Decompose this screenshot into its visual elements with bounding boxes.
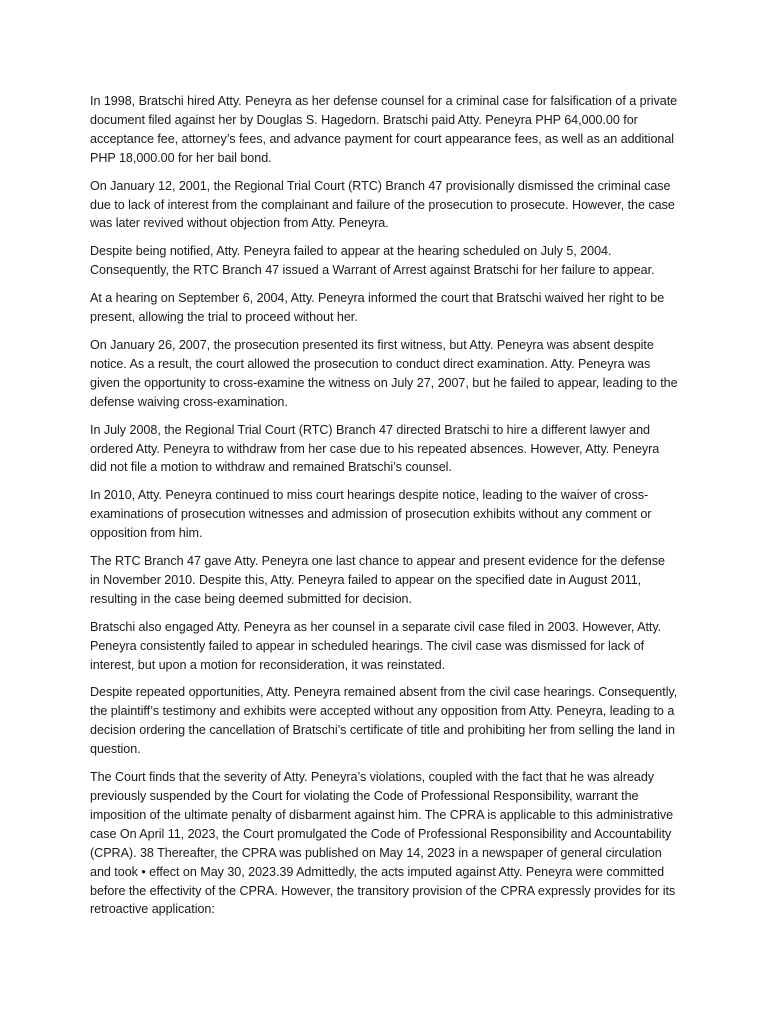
paragraph-1: In 1998, Bratschi hired Atty. Peneyra as her defense counsel for a criminal case for falsification of a private document filed against her by Douglas S. Hagedorn. Bratschi paid Atty. Peneyra PHP 64,000.00 for acceptance fee, attorney’s fees, and advance payment for court appearance fees, as well as an additional PHP 18,000.00 for her bail bond. xyxy=(90,94,678,165)
document-page xyxy=(90,92,678,928)
paragraph-2: On January 12, 2001, the Regional Trial Court (RTC) Branch 47 provisionally dismissed the criminal case due to lack of interest from the complainant and failure of the prosecution to prosecute. However, the case was later revived without objection from Atty. Peneyra. xyxy=(90,178,675,231)
paragraph-3: Despite being notified, Atty. Peneyra failed to appear at the hearing scheduled on July 5, 2004. Consequently, the RTC Branch 47 issued a Warrant of Arrest against Bratschi for her failure to appear. xyxy=(90,244,655,278)
paragraph-10: Despite repeated opportunities, Atty. Peneyra remained absent from the civil case hearings. Consequently, the plaintiff’s testimony and exhibits were accepted without any opposition from Atty. Peneyra, leading to a decision ordering the cancellation of Bratschi’s certificate of title and prohibiting her from selling the land in question. xyxy=(90,685,678,757)
paragraph-8: The RTC Branch 47 gave Atty. Peneyra one last chance to appear and present evidence for the defense in November 2010. Despite this, Atty. Peneyra failed to appear on the specified date in August 2011, resulting in the case being deemed submitted for decision. xyxy=(90,554,665,606)
paragraph-11: The Court finds that the severity of Atty. Peneyra’s violations, coupled with the fact that he was already previously suspended by the Court for violating the Code of Professional Responsibility, warrant the imposition of the ultimate penalty of disbarment against him. The CPRA is applicable to this administrative case On April 11, 2023, the Court promulgated the Code of Professional Responsibility and Accountability (CPRA). 38 Thereafter, the CPRA was published on May 14, 2023 in a newspaper of general circulation and took • effect on May 30, 2023.39 Admittedly, the acts imputed against Atty. Peneyra were committed before the effectivity of the CPRA. However, the transitory provision of the CPRA expressly provides for its retroactive application: xyxy=(90,770,676,917)
paragraph-6: In July 2008, the Regional Trial Court (RTC) Branch 47 directed Bratschi to hire a different lawyer and ordered Atty. Peneyra to withdraw from her case due to his repeated absences. However, Atty. Peneyra did not file a motion to withdraw and remained Bratschi’s counsel. xyxy=(90,422,660,475)
paragraph-5: On January 26, 2007, the prosecution presented its first witness, but Atty. Peneyra was absent despite notice. As a result, the court allowed the prosecution to conduct direct examination. Atty. Peneyra was given the opportunity to cross-examine the witness on July 27, 2007, but he failed to appear, leading to the defense waiving cross-examination. xyxy=(90,337,678,409)
paragraph-4: At a hearing on September 6, 2004, Atty. Peneyra informed the court that Bratschi waived her right to be present, allowing the trial to proceed without her. xyxy=(90,291,665,325)
paragraph-9: Bratschi also engaged Atty. Peneyra as her counsel in a separate civil case filed in 2003. However, Atty. Peneyra consistently failed to appear in scheduled hearings. The civil case was dismissed for lack of interest, but upon a motion for reconsideration, it was reinstated. xyxy=(90,619,662,672)
paragraph-7: In 2010, Atty. Peneyra continued to miss court hearings despite notice, leading to the waiver of cross-examinations of prosecution witnesses and admission of prosecution exhibits without any comment or opposition from him. xyxy=(90,488,652,541)
